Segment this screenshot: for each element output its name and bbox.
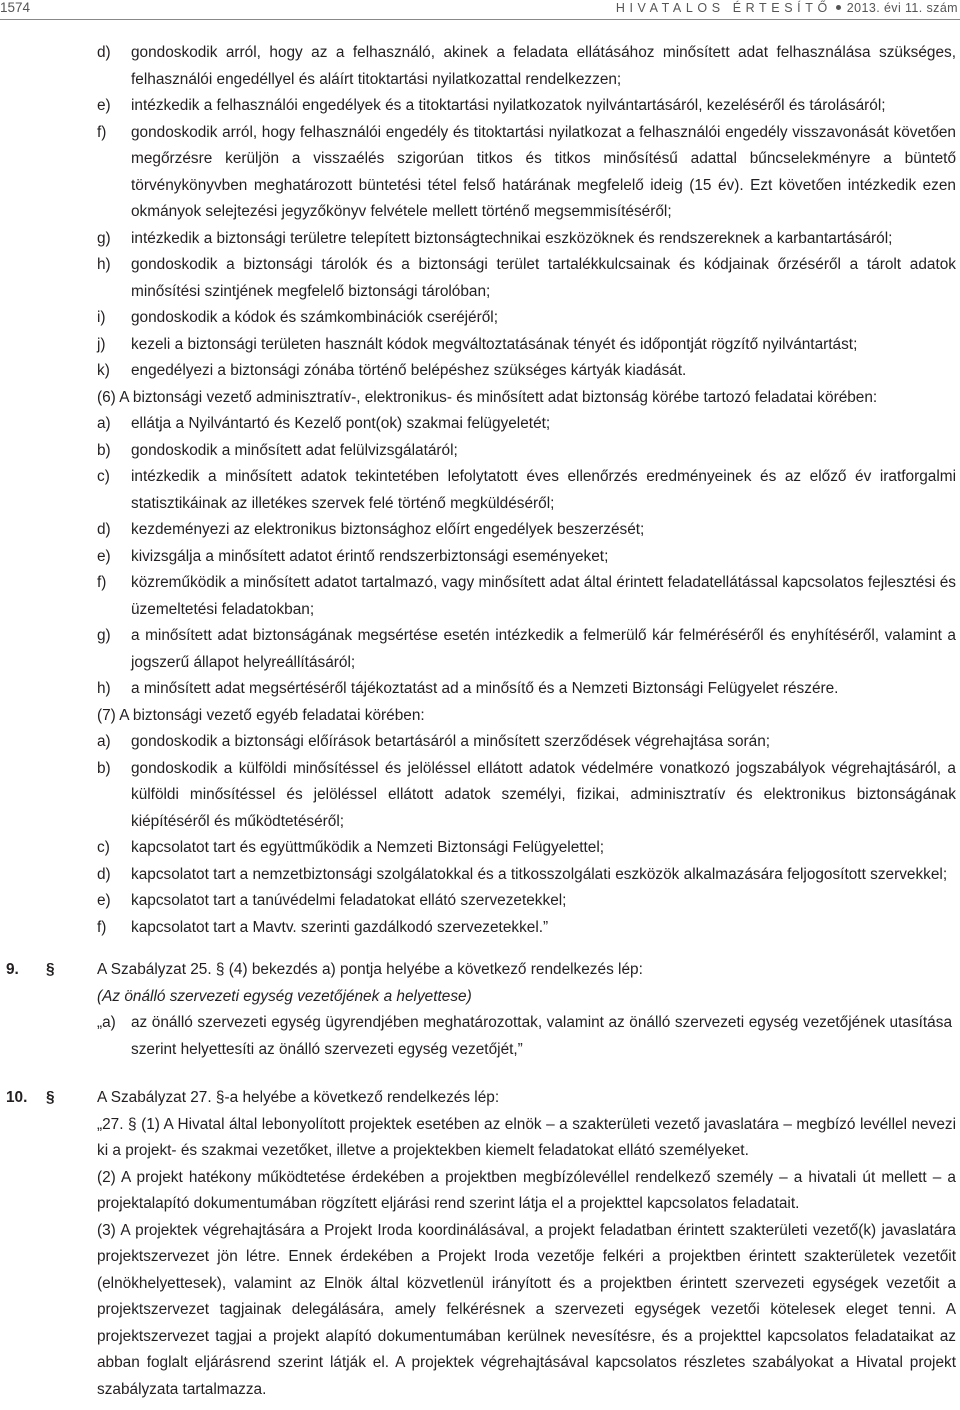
section-number: 9. bbox=[6, 961, 19, 978]
item-label: c) bbox=[97, 468, 110, 485]
list-section-6 bbox=[0, 411, 960, 703]
point-text: az önálló szervezeti egység ügyrendjében meghatározottak, valamint az önálló szervezeti egység vezetőjének utasítása szerint helyettesíti az önálló szervezeti egység vezetőjét,” bbox=[131, 1014, 952, 1058]
item-text: kezeli a biztonsági területen használt kódok megváltoztatásának tényét és időpontját rögzítő nyilvántartást; bbox=[131, 335, 858, 353]
list-item bbox=[0, 623, 960, 676]
item-label: b) bbox=[97, 759, 111, 777]
item-text: ellátja a Nyilvántartó és Kezelő pont(ok) szakmai felügyeletét; bbox=[131, 415, 551, 432]
list-section-7 bbox=[0, 729, 960, 941]
spacer bbox=[0, 941, 960, 957]
list-item bbox=[0, 411, 960, 438]
item-label: e) bbox=[97, 892, 111, 909]
item-text: intézkedik a felhasználói engedélyek és a titoktartási nyilatkozatok nyilvántartásáról, kezeléséről és tárolásáról; bbox=[131, 97, 886, 114]
item-text: gondoskodik arról, hogy az a felhasználó, akinek a feladata ellátásához minősített adat felhasználása szükséges, felhasználói engedéllyel és aláírt titoktartási nyilatkozattal rendelkezzen; bbox=[131, 44, 956, 88]
item-label: f) bbox=[97, 123, 107, 141]
item-label: d) bbox=[97, 44, 111, 61]
header-rule bbox=[0, 19, 960, 20]
section-intro: A Szabályzat 27. §-a helyébe a következő rendelkezés lép: bbox=[97, 1089, 500, 1106]
item-label: f) bbox=[97, 574, 107, 591]
item-label: h) bbox=[97, 680, 111, 697]
item-text: kapcsolatot tart a tanúvédelmi feladatokat ellátó szervezetekkel; bbox=[131, 892, 567, 909]
document-body bbox=[0, 40, 960, 1403]
item-label: g) bbox=[97, 229, 111, 247]
item-label: c) bbox=[97, 839, 110, 856]
section-heading: (Az önálló szervezeti egység vezetőjének a helyettese) bbox=[97, 987, 472, 1005]
section-paragraph: (2) A projekt hatékony működtetése érdekében a projektben megbízólevéllel rendelkező személy – a hivatali út mellett – a projektalapító dokumentumában rögzített eljárási rend szerint látja el a projekttel kapcsolatos feladatait. bbox=[97, 1168, 956, 1212]
list-item bbox=[0, 93, 960, 120]
publication-title: HIVATALOS ÉRTESÍTŐ bbox=[615, 1, 832, 15]
item-label: f) bbox=[97, 918, 107, 936]
issue-label: 2013. évi 11. szám bbox=[846, 1, 958, 15]
item-label: i) bbox=[97, 309, 106, 326]
item-label: j) bbox=[97, 335, 106, 353]
item-text: gondoskodik a biztonsági előírások betartásáról a minősített szerződések végrehajtása során; bbox=[131, 733, 771, 750]
list-item bbox=[0, 570, 960, 623]
list-item bbox=[0, 835, 960, 862]
item-label: h) bbox=[97, 256, 111, 273]
item-label: a) bbox=[97, 733, 111, 750]
item-text: kapcsolatot tart a nemzetbiztonsági szolgálatokkal és a titkosszolgálati eszközök alkalmazására feljogosított szervekkel; bbox=[131, 865, 948, 883]
amended-point bbox=[97, 1010, 956, 1063]
item-text: engedélyezi a biztonsági zónába történő belépéshez szükséges kártyák kiadását. bbox=[131, 362, 687, 379]
point-label: „a) bbox=[97, 1014, 116, 1031]
item-text: közreműködik a minősített adatot tartalmazó, vagy minősített adat által érintett feladatellátással kapcsolatos fejlesztési és üzemeltetési feladatokban; bbox=[131, 574, 956, 618]
page-header bbox=[0, 0, 960, 22]
section-paragraph: (3) A projektek végrehajtására a Projekt Iroda koordinálásával, a projekt feladatban érintett szakterületi vezető(k) javaslatára projektszervezet jön létre. Ennek érdekében a Projekt Iroda vezetője felkéri a projektben érintett szakterületek vezetőit (elnökhelyettesek), valamint az Elnök által közvetlenül irányított és a projektben érintett szervezeti egységek vezetőit a projektszervezet tagjainak delegálására, amely felkérésnek a szervezeti egységek vezetői kötelesek eleget tenni. A projektszervezet tagjai a projekt alapító dokumentumában kerülnek nevesítésre, és a projekttel kapcsolatos feladataikat az abban foglalt eljárásrend szerint látják el. A projektek végrehajtásával kapcsolatos részletes szabályokat a Hivatal projekt szabályzata tartalmazza. bbox=[97, 1221, 956, 1398]
list-item bbox=[0, 888, 960, 915]
item-label: d) bbox=[97, 521, 111, 538]
list-item bbox=[0, 120, 960, 226]
list-item bbox=[0, 544, 960, 571]
item-text: intézkedik a biztonsági területre telepített biztonságtechnikai eszközöknek és rendszereknek a karbantartásáról; bbox=[131, 229, 893, 247]
item-label: k) bbox=[97, 362, 110, 379]
list-item bbox=[0, 226, 960, 253]
list-item bbox=[0, 862, 960, 889]
section-sign: § bbox=[46, 961, 55, 978]
spacer bbox=[0, 1063, 960, 1085]
item-label: b) bbox=[97, 441, 111, 459]
item-text: kapcsolatot tart és együttműködik a Nemzeti Biztonsági Felügyelettel; bbox=[131, 839, 605, 856]
item-label: e) bbox=[97, 97, 111, 114]
section-intro: A Szabályzat 25. § (4) bekezdés a) pontja helyébe a következő rendelkezés lép: bbox=[97, 961, 643, 978]
section-10 bbox=[0, 1085, 960, 1403]
item-label: a) bbox=[97, 415, 111, 432]
list-item bbox=[0, 332, 960, 359]
item-text: gondoskodik a kódok és számkombinációk cseréjéről; bbox=[131, 309, 498, 326]
list-item bbox=[0, 438, 960, 465]
list-item bbox=[0, 729, 960, 756]
list-item bbox=[0, 915, 960, 942]
item-text: kivizsgálja a minősített adatot érintő rendszerbiztonsági eseményeket; bbox=[131, 547, 609, 565]
item-text: a minősített adat megsértéséről tájékoztatást ad a minősítő és a Nemzeti Biztonsági Felügyelet részére. bbox=[131, 680, 839, 697]
item-text: gondoskodik a biztonsági tárolók és a biztonsági terület tartalékkulcsainak és kódjainak őrzéséről a tárolt adatok minősítési szintjének megfelelő biztonsági tárolóban; bbox=[131, 256, 956, 300]
section-body bbox=[97, 1085, 956, 1403]
section-number: 10. bbox=[6, 1089, 28, 1106]
section-9 bbox=[0, 957, 960, 1063]
list-item bbox=[0, 464, 960, 517]
item-text: kapcsolatot tart a Mavtv. szerinti gazdálkodó szervezetekkel.” bbox=[131, 918, 549, 936]
list-item bbox=[0, 676, 960, 703]
item-text: intézkedik a minősített adatok tekintetében lefolytatott éves ellenőrzés eredményeinek és az előző év iratforgalmi statisztikáinak az illetékes szervek felé történő megküldéséről; bbox=[131, 468, 956, 512]
item-text: gondoskodik arról, hogy felhasználói engedély és titoktartási nyilatkozat a felhasználói engedély visszavonását követően megőrzésre kerüljön a visszaélés szigorúan titkos és titkos minősítésű adattal bűncselekményre a büntető törvénykönyvben meghatározott büntetési tétel felső határának megfelelő ideig (15 év). Ezt követően intézkedik ezen okmányok selejtezési jegyzőkönyv felvétele mellett történő megsemmisítéséről; bbox=[131, 123, 956, 220]
item-label: d) bbox=[97, 865, 111, 883]
item-label: e) bbox=[97, 547, 111, 565]
section-paragraph: „27. § (1) A Hivatal által lebonyolított projektek esetében az elnök – a szakterületi vezető javaslatára – megbízó levéllel nevezi ki a projekt- és szakmai vezetőket, illetve a projektekben kiemelt feladatokat ellátó személyeket. bbox=[97, 1115, 956, 1159]
item-label: g) bbox=[97, 627, 111, 644]
list-item bbox=[0, 40, 960, 93]
list-section-5 bbox=[0, 40, 960, 385]
paragraph-6: (6) A biztonsági vezető adminisztratív-, elektronikus- és minősített adat biztonság körébe tartozó feladatai körében: bbox=[97, 388, 878, 406]
section-sign: § bbox=[46, 1089, 55, 1106]
item-text: gondoskodik a külföldi minősítéssel és jelöléssel ellátott adatok védelmére vonatkozó jogszabályok végrehajtásáról, a külföldi minősítéssel és jelöléssel ellátott adatok személyi, fizikai, adminisztratív és elektronikus biztonságának kiépítéséről és működtetéséről; bbox=[131, 759, 956, 830]
list-item bbox=[0, 305, 960, 332]
running-title bbox=[616, 0, 958, 16]
page-number: 1574 bbox=[0, 0, 31, 15]
list-item bbox=[0, 358, 960, 385]
list-item bbox=[0, 517, 960, 544]
separator-dot bbox=[836, 5, 841, 10]
list-item bbox=[0, 252, 960, 305]
item-text: a minősített adat biztonságának megsértése esetén intézkedik a felmerülő kár felméréséről és enyhítéséről, valamint a jogszerű állapot helyreállításáról; bbox=[131, 627, 956, 671]
paragraph-7: (7) A biztonsági vezető egyéb feladatai körében: bbox=[97, 706, 425, 724]
item-text: gondoskodik a minősített adat felülvizsgálatáról; bbox=[131, 441, 458, 459]
item-text: kezdeményezi az elektronikus biztonsághoz előírt engedélyek beszerzését; bbox=[131, 521, 645, 538]
list-item bbox=[0, 756, 960, 836]
section-body bbox=[97, 957, 956, 1063]
